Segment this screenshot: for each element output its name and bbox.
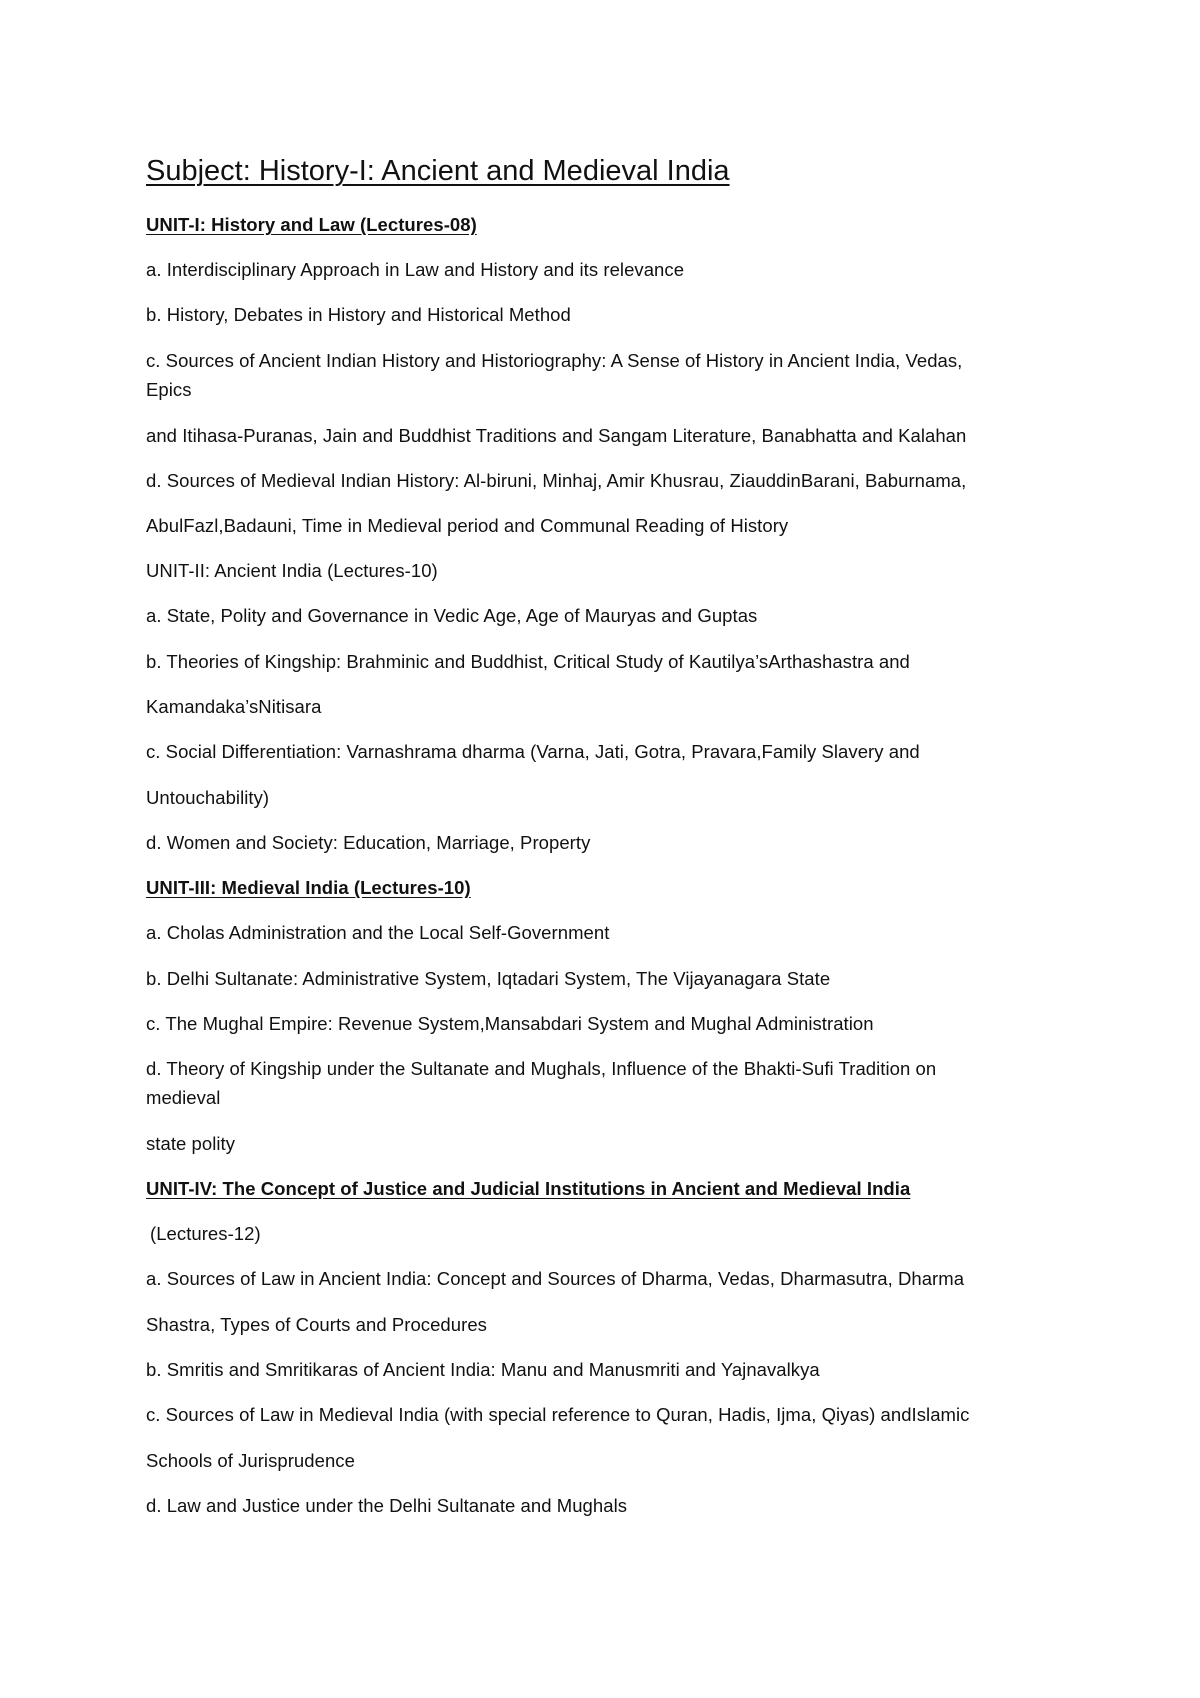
unit-2-item-b-line-1: b. Theories of Kingship: Brahminic and Buddhist, Critical Study of Kautilya’sArthashastra and [146, 651, 910, 672]
unit-1-item-b: b. History, Debates in History and Historical Method [146, 304, 571, 325]
unit-2-item-a: a. State, Polity and Governance in Vedic Age, Age of Mauryas and Guptas [146, 605, 758, 626]
page-title: Subject: History-I: Ancient and Medieval India [146, 155, 730, 187]
unit-3-item-d-line-1: d. Theory of Kingship under the Sultanate and Mughals, Influence of the Bhakti-Sufi Tradition on [146, 1058, 937, 1079]
unit-1-heading: UNIT-I: History and Law (Lectures-08) [146, 214, 477, 235]
unit-4-item-d: d. Law and Justice under the Delhi Sultanate and Mughals [146, 1495, 628, 1516]
unit-3-item-d-line-2: medieval [146, 1087, 221, 1108]
unit-3-heading: UNIT-III: Medieval India (Lectures-10) [146, 877, 471, 898]
unit-4-item-b: b. Smritis and Smritikaras of Ancient India: Manu and Manusmriti and Yajnavalkya [146, 1359, 820, 1380]
unit-2-heading: UNIT-II: Ancient India (Lectures-10) [146, 560, 438, 581]
unit-3-item-c: c. The Mughal Empire: Revenue System,Mansabdari System and Mughal Administration [146, 1013, 874, 1034]
unit-4-item-c-line-1: c. Sources of Law in Medieval India (with special reference to Quran, Hadis, Ijma, Qiyas) andIslamic [146, 1404, 970, 1425]
unit-2-item-c-line-1: c. Social Differentiation: Varnashrama dharma (Varna, Jati, Gotra, Pravara,Family Slavery and [146, 741, 920, 762]
unit-1-item-d-line-1: d. Sources of Medieval Indian History: Al-biruni, Minhaj, Amir Khusrau, ZiauddinBarani, Baburnama, [146, 470, 967, 491]
unit-2-item-d: d. Women and Society: Education, Marriage, Property [146, 832, 591, 853]
unit-1-item-c-line-2: Epics [146, 379, 192, 400]
unit-1-item-d-line-2: AbulFazl,Badauni, Time in Medieval period and Communal Reading of History [146, 515, 789, 536]
unit-4-heading: UNIT-IV: The Concept of Justice and Judicial Institutions in Ancient and Medieval India [146, 1178, 911, 1199]
unit-3-item-a: a. Cholas Administration and the Local Self-Government [146, 922, 610, 943]
unit-4-item-a-line-1: a. Sources of Law in Ancient India: Concept and Sources of Dharma, Vedas, Dharmasutra, Dharma [146, 1268, 965, 1289]
unit-4-item-a-line-2: Shastra, Types of Courts and Procedures [146, 1314, 487, 1335]
unit-1-item-c-line-3: and Itihasa-Puranas, Jain and Buddhist Traditions and Sangam Literature, Banabhatta and Kalahan [146, 425, 967, 446]
unit-2-item-c-line-2: Untouchability) [146, 787, 270, 808]
unit-2-item-b-line-2: Kamandaka’sNitisara [146, 696, 322, 717]
unit-4-item-c-line-2: Schools of Jurisprudence [146, 1450, 355, 1471]
unit-3-item-d-line-3: state polity [146, 1133, 236, 1154]
unit-1-item-a: a. Interdisciplinary Approach in Law and History and its relevance [146, 259, 685, 280]
unit-4-lectures: (Lectures-12) [150, 1223, 261, 1244]
unit-3-item-b: b. Delhi Sultanate: Administrative System, Iqtadari System, The Vijayanagara State [146, 968, 831, 989]
unit-1-item-c-line-1: c. Sources of Ancient Indian History and Historiography: A Sense of History in Ancient India, Vedas, [146, 350, 963, 371]
